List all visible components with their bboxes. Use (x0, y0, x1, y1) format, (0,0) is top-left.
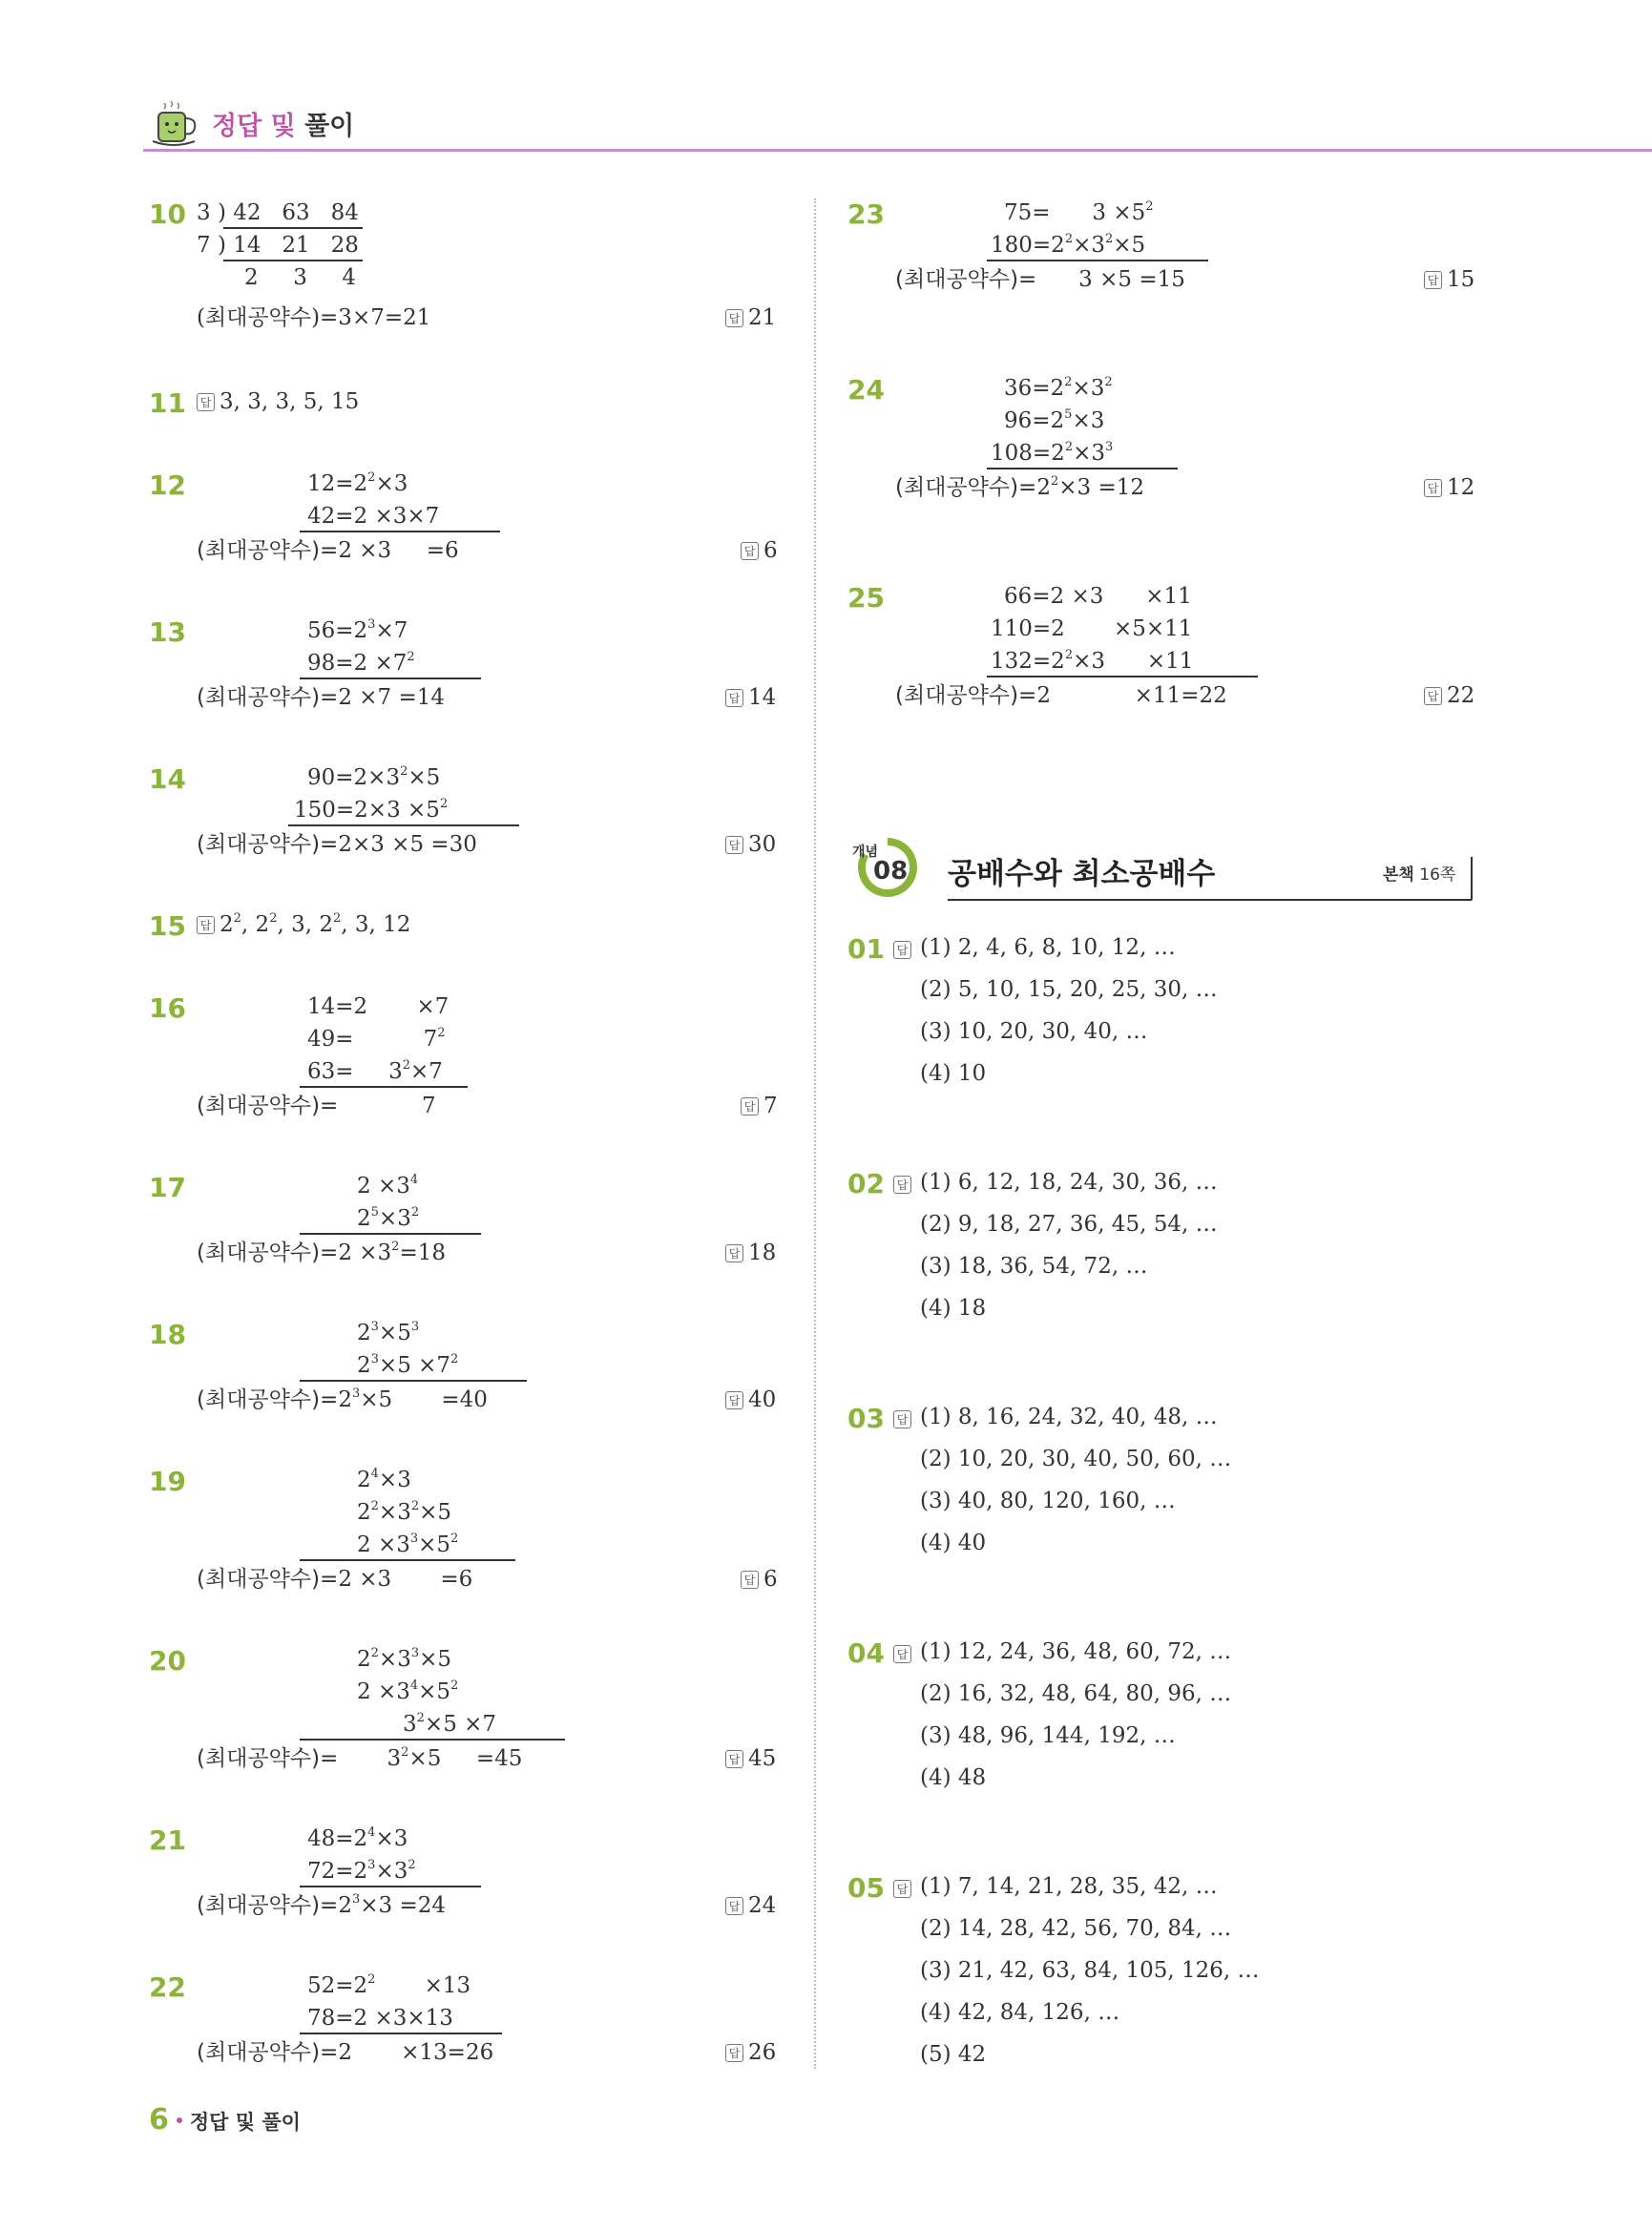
answer-icon: 답 (725, 1244, 743, 1262)
list-item: (1) 7, 14, 21, 28, 35, 42, … (920, 1874, 1218, 1899)
gcd-result: (최대공약수)=2 ×3 =6 (197, 1567, 473, 1592)
column-divider (814, 198, 816, 2069)
factor-line: $2 \times 3^3\times 5^2$ (357, 1532, 459, 1557)
division-row-1: 3 ) 42 63 84 (197, 200, 359, 225)
factor-line: 14=2 ×7 (307, 994, 450, 1019)
concept-underline (948, 899, 1471, 901)
problem-number: 11 (149, 387, 186, 419)
answer-icon: 답 (725, 309, 743, 327)
factor-line: 78=2 ×3×13 (307, 2006, 453, 2031)
factor-line: $56=2^3\times 7$ (307, 617, 408, 643)
answer: 답 3, 3, 3, 5, 15 (197, 389, 359, 414)
problem-14 (149, 763, 783, 868)
answer-icon: 답 (893, 1880, 911, 1898)
sum-rule (300, 531, 500, 532)
answer-icon: 답 (725, 689, 743, 707)
page-footer (149, 2103, 301, 2137)
factor-line: 63= $3^2\times 7$ (307, 1058, 443, 1084)
problem-12 (149, 469, 783, 574)
answer-icon: 답 (893, 1410, 911, 1428)
sum-rule (288, 824, 519, 826)
factor-line: $2^2\times 3^3\times 5$ (357, 1646, 452, 1672)
gcd-result: (최대공약수)=2 ×3 =6 (197, 538, 459, 563)
problem-20 (149, 1645, 783, 1783)
header-title (212, 105, 354, 142)
concept-reference: 본책 16쪽 (1383, 865, 1456, 885)
factor-line: $132=2^2\times 3$ ×11 (991, 648, 1194, 674)
gcd-result: (최대공약수)$=2^2\times 3 =12$ (895, 474, 1144, 500)
answer-icon: 답 (725, 1897, 743, 1915)
bullet-dot (177, 2117, 182, 2123)
answer: 답 21 (725, 305, 776, 330)
problem-number: 01 (847, 933, 885, 965)
problem-number: 23 (847, 198, 885, 230)
factor-line: $48=2^4\times 3$ (307, 1825, 408, 1851)
multiple-problem-02 (847, 1168, 1481, 1321)
factor-line: $2^3\times 5^3$ (357, 1320, 420, 1345)
sum-rule (300, 1739, 565, 1741)
answer-icon: 답 (725, 1750, 743, 1768)
problem-number: 03 (847, 1403, 885, 1434)
problem-number: 10 (149, 198, 186, 230)
answer: 답 18 (725, 1241, 776, 1265)
problem-number: 17 (149, 1172, 186, 1203)
answer: 답 40 (725, 1387, 776, 1412)
problem-number: 21 (149, 1824, 186, 1856)
page-header (143, 92, 1652, 151)
answer-icon: 답 (893, 1645, 911, 1663)
answer-icon: 답 (197, 916, 215, 934)
multiple-problem-04 (847, 1637, 1481, 1790)
factor-line: $52=2^2$ ×13 (307, 1972, 471, 1998)
answer: 답 22 (1424, 683, 1474, 708)
factor-line: $150=2\times 3 \times 5^2$ (294, 797, 449, 823)
gcd-result: (최대공약수)= 7 (197, 1094, 436, 1118)
list-item: (2) 9, 18, 27, 36, 45, 54, … (920, 1212, 1218, 1237)
factor-line: $36=2^2\times 3^2$ (1004, 375, 1113, 401)
list-item: (4) 48 (920, 1765, 987, 1790)
list-item: (4) 42, 84, 126, … (920, 2000, 1120, 2025)
list-item: (3) 48, 96, 144, 192, … (920, 1723, 1176, 1748)
division-rule (223, 260, 363, 261)
page-number: 6 (149, 2103, 169, 2137)
footer-text: 정답 및 풀이 (189, 2111, 301, 2134)
factor-line: $12=2^2\times 3$ (307, 470, 408, 496)
list-item: (3) 40, 80, 120, 160, … (920, 1489, 1176, 1513)
answer: 답 12 (1424, 475, 1474, 500)
list-item: (3) 10, 20, 30, 40, … (920, 1019, 1148, 1044)
answer: 답 26 (725, 2040, 776, 2065)
sum-rule (300, 1559, 515, 1561)
answer-icon: 답 (1424, 687, 1442, 705)
header-title-word-3: 풀이 (304, 112, 355, 141)
list-item: (3) 21, 42, 63, 84, 105, 126, … (920, 1958, 1260, 1983)
sum-rule (300, 678, 481, 679)
factor-line: $90=2\times 3^2\times 5$ (307, 764, 441, 790)
problem-24 (847, 374, 1481, 511)
answer-icon: 답 (893, 1176, 911, 1194)
gcd-result: (최대공약수)=3×7=21 (197, 305, 431, 330)
factor-line: $98=2 \times 7^2$ (307, 650, 415, 676)
header-title-word-1: 정답 (212, 112, 262, 141)
answer: 답 15 (1424, 267, 1474, 292)
list-item: (2) 14, 28, 42, 56, 70, 84, … (920, 1916, 1232, 1941)
answer: 답 6 (741, 538, 778, 563)
sum-rule (987, 468, 1178, 469)
answer-icon: 답 (725, 1391, 743, 1409)
answer-icon: 답 (1424, 271, 1442, 289)
problem-10 (149, 198, 783, 342)
problem-number: 14 (149, 763, 186, 795)
factor-line: $180=2^2\times 3^2\times 5$ (991, 232, 1146, 258)
answer-icon: 답 (893, 941, 911, 959)
sum-rule (300, 1086, 468, 1088)
answer: 답 14 (725, 685, 776, 710)
list-item: (4) 10 (920, 1061, 987, 1086)
answer-icon: 답 (197, 393, 215, 411)
problem-number: 24 (847, 374, 885, 406)
factor-line: $2^3\times 5 \times 7^2$ (357, 1352, 459, 1378)
gcd-result: (최대공약수)= 3 ×5 =15 (895, 267, 1185, 292)
list-item: (5) 42 (920, 2042, 987, 2067)
sum-rule (300, 2033, 502, 2034)
problem-number: 16 (149, 992, 186, 1024)
answer-icon: 답 (725, 836, 743, 854)
list-item: (2) 10, 20, 30, 40, 50, 60, … (920, 1447, 1232, 1471)
problem-number: 05 (847, 1872, 885, 1904)
sum-rule (987, 676, 1258, 678)
multiple-problem-05 (847, 1872, 1481, 2067)
list-item: (1) 6, 12, 18, 24, 30, 36, … (920, 1170, 1218, 1195)
problem-19 (149, 1466, 783, 1603)
problem-number: 02 (847, 1168, 885, 1199)
factor-line: $2^2\times 3^2\times 5$ (357, 1499, 452, 1525)
factor-line: $72=2^3\times 3^2$ (307, 1858, 416, 1884)
list-item: (2) 16, 32, 48, 64, 80, 96, … (920, 1681, 1232, 1706)
multiple-problem-01 (847, 933, 1481, 1086)
problem-13 (149, 616, 783, 721)
factor-line: $2^4\times 3$ (357, 1467, 411, 1492)
problem-17 (149, 1172, 783, 1277)
problem-number: 04 (847, 1637, 885, 1669)
concept-title: 공배수와 최소공배수 (948, 857, 1216, 891)
factor-line: $2 \times 3^4$ (357, 1173, 419, 1199)
answer-icon: 답 (1424, 479, 1442, 497)
gcd-result: (최대공약수)=2 ×13=26 (197, 2040, 494, 2065)
answer: 답 45 (725, 1746, 776, 1771)
problem-number: 13 (149, 616, 186, 648)
concept-header (852, 828, 1482, 914)
problem-21 (149, 1824, 783, 1929)
factor-line: 66=2 ×3 ×11 (1004, 584, 1192, 609)
problem-16 (149, 992, 783, 1130)
list-item: (3) 18, 36, 54, 72, … (920, 1254, 1148, 1279)
gcd-result: (최대공약수)$=2^3\times 5$ =40 (197, 1387, 488, 1412)
answer: 답 7 (741, 1094, 778, 1118)
problem-18 (149, 1319, 783, 1424)
problem-number: 15 (149, 910, 186, 942)
multiple-problem-03 (847, 1403, 1481, 1555)
answer: 답 $2^2$, $2^2$, 3, $2^2$, 3, 12 (197, 912, 410, 937)
problem-22 (149, 1971, 783, 2076)
factor-line: 75= $3 \times 5^2$ (1004, 199, 1154, 225)
list-item: (1) 2, 4, 6, 8, 10, 12, … (920, 935, 1176, 960)
gcd-result: (최대공약수)=2 ×7 =14 (197, 685, 446, 710)
answer: 답 30 (725, 832, 776, 857)
factor-line: 42=2 ×3×7 (307, 504, 440, 529)
list-item: (4) 18 (920, 1296, 987, 1321)
problem-number: 18 (149, 1319, 186, 1350)
gcd-result: (최대공약수)= $3^2\times 5$ =45 (197, 1745, 523, 1771)
problem-number: 20 (149, 1645, 186, 1677)
answer: 답 6 (741, 1567, 778, 1592)
gcd-result: (최대공약수)=2×3 ×5 =30 (197, 832, 477, 857)
problem-number: 25 (847, 582, 885, 614)
list-item: (4) 40 (920, 1531, 987, 1555)
factor-line: $3^2\times 5 \times 7$ (403, 1711, 497, 1737)
factor-line: $2 \times 3^4\times 5^2$ (357, 1678, 459, 1704)
answer-icon: 답 (741, 542, 759, 560)
gcd-result: (최대공약수)$=2^3\times 3 =24$ (197, 1892, 446, 1918)
answer-icon: 답 (741, 1097, 759, 1116)
problem-number: 22 (149, 1971, 186, 2003)
problem-15 (149, 910, 783, 949)
header-rule (143, 149, 1652, 152)
division-row-3: 2 3 4 (244, 265, 357, 290)
problem-number: 19 (149, 1466, 186, 1497)
answer: 답 24 (725, 1893, 776, 1918)
gcd-result: (최대공약수)=2 ×11=22 (895, 683, 1227, 708)
header-title-word-2: 및 (270, 112, 296, 141)
list-item: (1) 8, 16, 24, 32, 40, 48, … (920, 1405, 1218, 1429)
mug-icon (151, 99, 204, 149)
sum-rule (300, 1886, 481, 1887)
list-item: (2) 5, 10, 15, 20, 25, 30, … (920, 977, 1218, 1002)
gcd-result: (최대공약수)$=2 \times 3^2=18$ (197, 1240, 446, 1265)
problem-25 (847, 582, 1481, 719)
problem-11 (149, 387, 783, 426)
problem-23 (847, 198, 1481, 303)
factor-line: 110=2 ×5×11 (991, 616, 1193, 641)
factor-line: 49= $7^2$ (307, 1026, 446, 1052)
problem-number: 12 (149, 469, 186, 501)
sum-rule (300, 1233, 481, 1235)
answer-icon: 답 (741, 1571, 759, 1589)
answer-icon: 답 (725, 2044, 743, 2062)
concept-bracket (1471, 857, 1473, 901)
division-rule (223, 227, 363, 229)
factor-line: $2^5\times 3^2$ (357, 1205, 420, 1231)
factor-line: $108=2^2\times 3^3$ (991, 440, 1114, 466)
sum-rule (300, 1380, 527, 1382)
division-row-2: 7 ) 14 21 28 (197, 233, 359, 258)
concept-number: 08 (873, 857, 909, 886)
concept-label: 개념 (852, 844, 879, 860)
sum-rule (987, 260, 1208, 261)
list-item: (1) 12, 24, 36, 48, 60, 72, … (920, 1639, 1232, 1664)
factor-line: $96=2^5\times 3$ (1004, 407, 1105, 433)
